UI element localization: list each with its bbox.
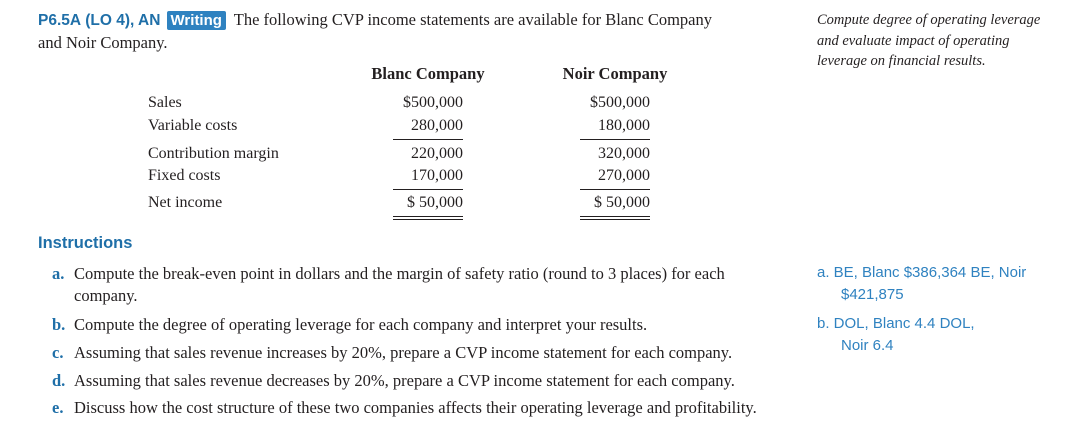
cell-noir-fixed-costs: 270,000 bbox=[598, 167, 650, 184]
double-rule-blanc-bottom bbox=[393, 219, 463, 220]
instruction-b bbox=[52, 314, 792, 336]
subtotal-rule-noir bbox=[580, 139, 650, 140]
writing-badge: Writing bbox=[167, 11, 226, 30]
instruction-e bbox=[52, 397, 792, 419]
instructions-heading: Instructions bbox=[38, 234, 133, 252]
instruction-text-cont: company. bbox=[74, 286, 138, 305]
margin-note-line3: leverage on financial results. bbox=[817, 53, 986, 69]
cell-noir-net-income: $ 50,000 bbox=[594, 194, 650, 211]
cell-blanc-variable-costs: 280,000 bbox=[411, 117, 463, 134]
instruction-letter: a. bbox=[52, 264, 65, 283]
cell-noir-variable-costs: 180,000 bbox=[598, 117, 650, 134]
cell-noir-sales: $500,000 bbox=[590, 94, 650, 111]
instruction-letter: b. bbox=[52, 315, 66, 334]
answer-a-line2: $421,875 bbox=[841, 286, 904, 303]
instruction-text: Discuss how the cost structure of these two companies affects their operating leverage and profitability. bbox=[74, 398, 757, 417]
row-label-variable-costs: Variable costs bbox=[148, 117, 238, 134]
instruction-letter: c. bbox=[52, 343, 64, 362]
double-rule-noir-top bbox=[580, 216, 650, 217]
cell-blanc-contribution-margin: 220,000 bbox=[411, 145, 463, 162]
instruction-text: Assuming that sales revenue increases by 20%, prepare a CVP income statement for each company. bbox=[74, 343, 733, 362]
answer-a-line1: a. BE, Blanc $386,364 BE, Noir bbox=[817, 264, 1027, 281]
row-label-net-income: Net income bbox=[148, 194, 223, 211]
problem-text-line1: The following CVP income statements are available for Blanc Company bbox=[233, 10, 712, 29]
answer-b bbox=[817, 313, 1067, 357]
problem-statement bbox=[38, 9, 798, 54]
row-label-fixed-costs: Fixed costs bbox=[148, 167, 221, 184]
subtotal-rule-blanc bbox=[393, 139, 463, 140]
double-rule-noir-bottom bbox=[580, 219, 650, 220]
row-label-sales: Sales bbox=[148, 94, 182, 111]
double-rule-blanc-top bbox=[393, 216, 463, 217]
instruction-letter: e. bbox=[52, 398, 64, 417]
cell-blanc-fixed-costs: 170,000 bbox=[411, 167, 463, 184]
instruction-c bbox=[52, 342, 792, 364]
column-header-noir: Noir Company bbox=[562, 64, 668, 83]
margin-note-line1: Compute degree of operating leverage bbox=[817, 12, 1041, 28]
margin-note-line2: and evaluate impact of operating bbox=[817, 32, 1010, 49]
cell-noir-contribution-margin: 320,000 bbox=[598, 145, 650, 162]
column-header-blanc: Blanc Company bbox=[371, 64, 485, 83]
problem-id: P6.5A bbox=[38, 12, 82, 29]
cell-blanc-sales: $500,000 bbox=[403, 94, 463, 111]
answer-a bbox=[817, 262, 1067, 306]
total-rule-blanc bbox=[393, 189, 463, 190]
learning-objective-tag: (LO 4), AN bbox=[85, 12, 161, 29]
total-rule-noir bbox=[580, 189, 650, 190]
margin-note bbox=[817, 10, 1067, 72]
instruction-letter: d. bbox=[52, 371, 66, 390]
instruction-text: Compute the degree of operating leverage for each company and interpret your results. bbox=[74, 315, 648, 334]
instruction-d bbox=[52, 370, 792, 392]
answer-b-line1: b. DOL, Blanc 4.4 DOL, bbox=[817, 315, 975, 332]
problem-text-line2: and Noir Company. bbox=[38, 33, 168, 52]
cell-blanc-net-income: $ 50,000 bbox=[407, 194, 463, 211]
row-label-contribution-margin: Contribution margin bbox=[148, 145, 279, 162]
answer-b-line2: Noir 6.4 bbox=[841, 337, 894, 354]
instruction-text: Compute the break-even point in dollars and the margin of safety ratio (round to 3 places) for each bbox=[74, 264, 725, 283]
instruction-a bbox=[52, 263, 792, 307]
instruction-text: Assuming that sales revenue decreases by 20%, prepare a CVP income statement for each company. bbox=[74, 371, 735, 390]
